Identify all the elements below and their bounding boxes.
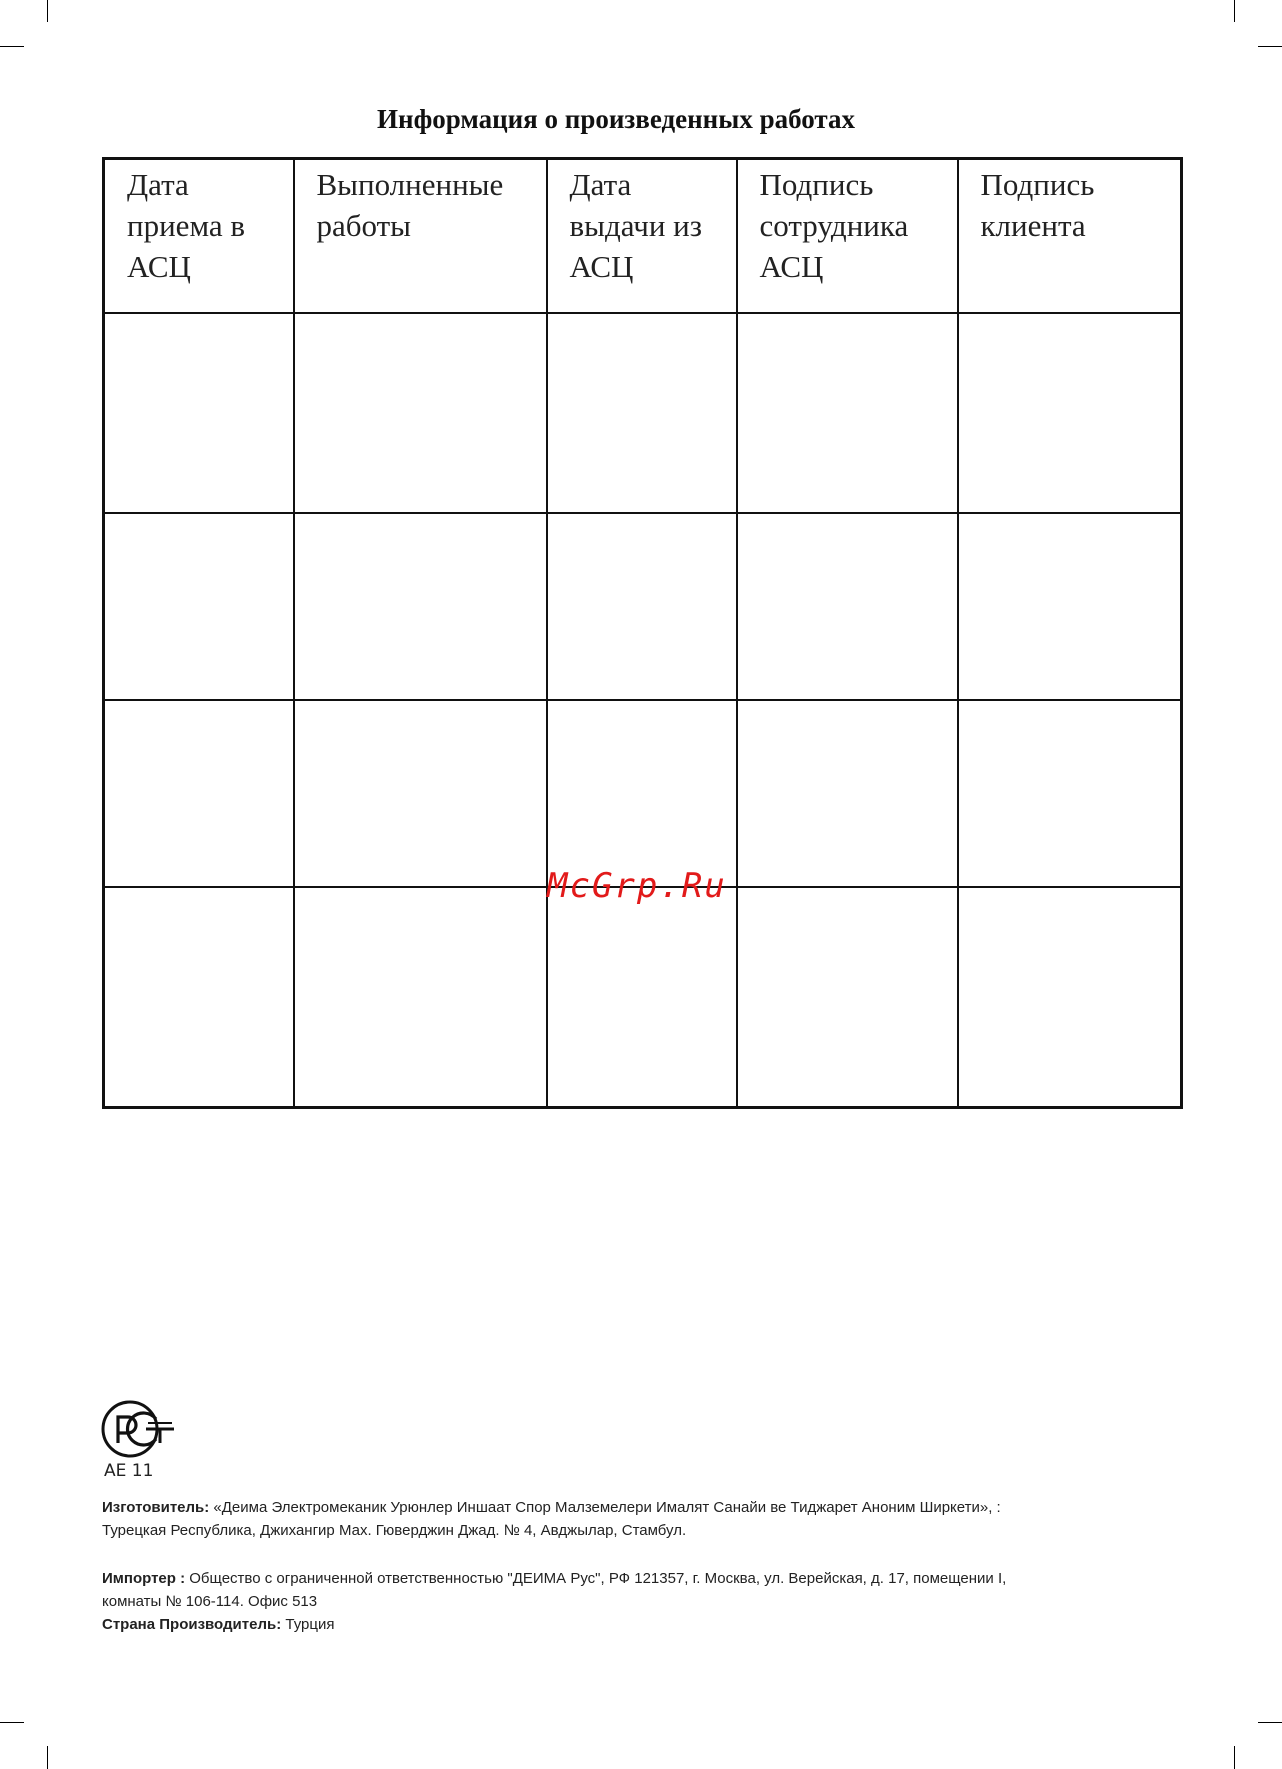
service-log-table <box>102 157 1183 1109</box>
importer-text: Общество с ограниченной ответственностью "ДЕИМА Рус", РФ 121357, г. Москва, ул. Верейская, д. 17, помещении I, <box>185 1570 1007 1587</box>
header-staff-signature: Подпись сотрудника АСЦ <box>737 159 958 314</box>
table-cell[interactable] <box>104 887 294 1108</box>
table-cell[interactable] <box>958 700 1182 887</box>
table-cell[interactable] <box>104 700 294 887</box>
crop-mark-bottom-left-h <box>0 1722 24 1723</box>
table-cell[interactable] <box>294 700 547 887</box>
importer-rooms: комнаты № 106-114. Офис 513 <box>102 1593 318 1610</box>
watermark: McGrp.Ru <box>547 866 727 906</box>
table-cell[interactable] <box>958 313 1182 513</box>
table-row <box>104 887 1182 1108</box>
table-cell[interactable] <box>737 313 958 513</box>
crop-mark-top-right-v <box>1234 0 1235 22</box>
table-cell[interactable] <box>547 700 737 887</box>
table-cell[interactable] <box>294 313 547 513</box>
manufacturer-label: Изготовитель: <box>102 1499 210 1516</box>
manufacturer-address: Турецкая Республика, Джихангир Мах. Гюверджин Джад. № 4, Авджылар, Стамбул. <box>102 1522 687 1539</box>
header-work-done: Выполненные работы <box>294 159 547 314</box>
table-cell[interactable] <box>294 513 547 700</box>
table-cell[interactable] <box>104 513 294 700</box>
manufacturer-text: «Деима Электромеканик Урюнлер Иншаат Спор Малземелери Ималят Санайи ве Тиджарет Аноним Ширкети», : <box>209 1499 1001 1516</box>
table-header-row <box>104 159 1182 314</box>
manufacturer-info <box>102 1496 1182 1542</box>
crop-mark-top-right-h <box>1258 46 1282 47</box>
crop-mark-bottom-right-h <box>1258 1722 1282 1723</box>
table-cell[interactable] <box>958 513 1182 700</box>
header-date-received: Дата приема в АСЦ <box>104 159 294 314</box>
table-cell[interactable] <box>737 700 958 887</box>
origin-value: Турция <box>281 1616 335 1633</box>
table-cell[interactable] <box>547 313 737 513</box>
crop-mark-bottom-right-v <box>1234 1746 1235 1769</box>
certification-code: AE 11 <box>104 1461 154 1481</box>
crop-mark-bottom-left-v <box>47 1746 48 1769</box>
header-date-issued: Дата выдачи из АСЦ <box>547 159 737 314</box>
table-cell[interactable] <box>737 887 958 1108</box>
table-cell[interactable] <box>958 887 1182 1108</box>
rst-certification-mark-icon <box>100 1397 178 1461</box>
origin-label: Страна Производитель: <box>102 1616 282 1633</box>
header-client-signature: Подпись клиента <box>958 159 1182 314</box>
page-title: Информация о произведенных работах <box>377 104 855 134</box>
importer-label: Импортер : <box>102 1570 186 1587</box>
table-row <box>104 700 1182 887</box>
table-cell[interactable] <box>547 887 737 1108</box>
crop-mark-top-left-h <box>0 46 24 47</box>
table-row <box>104 313 1182 513</box>
table-cell[interactable] <box>104 313 294 513</box>
table-cell[interactable] <box>294 887 547 1108</box>
table-cell[interactable] <box>737 513 958 700</box>
importer-info <box>102 1567 1182 1636</box>
crop-mark-top-left-v <box>47 0 48 22</box>
table-cell[interactable] <box>547 513 737 700</box>
table-row <box>104 513 1182 700</box>
